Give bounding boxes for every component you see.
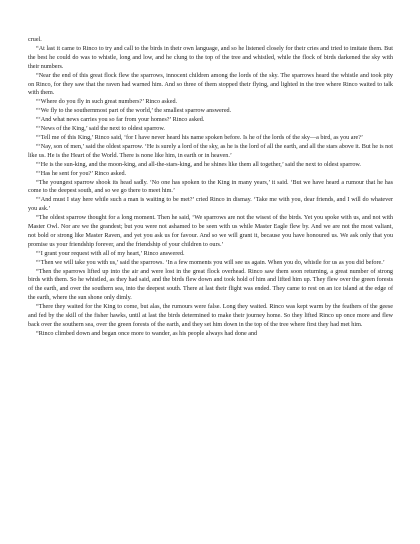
paragraph: “Then the sparrows lifted up into the air and were lost in the great flock overhead. Rinco saw them soon returning, a great number of strong birds with them. So he whistled, as they had said, and the birds flew down and took hold of him and lifted him up. They flew over the green forests of the earth, and over the southern sea, into the deepest south. There at last their flight was ended. They came to rest on an ice island at the edge of the earth, where the sun shone only dimly. <box>28 268 393 302</box>
paragraph: “Near the end of this great flock flew the sparrows, innocent children among the lords of the sky. The sparrows heard the whistle and took pity on Rinco, for they saw that the raven had warned him. And so three of them stopped their flying, and lighted in the tree where Rinco waited to talk with them. <box>28 72 393 97</box>
paragraph: “‘News of the King,’ said the next to oldest sparrow. <box>36 126 165 133</box>
paragraph: “‘We fly to the southernmost part of the world,’ the smallest sparrow answered. <box>36 108 232 115</box>
paragraph: “Rinco climbed down and began once more to wander, as his people always had done and <box>36 330 258 337</box>
paragraph: “‘He is the sun-king, and the moon-king, and all-the-stars-king, and he shines like them all together,’ said the next to oldest sparrow. <box>36 161 361 168</box>
paragraph: “‘Tell me of this King,’ Rinco said, ‘for I have never heard his name spoken before. Is he of the lords of the sky—a bird, as you are?’ <box>36 134 364 141</box>
paragraph: “‘Nay, son of men,’ said the oldest sparrow. ‘He is surely a lord of the sky, as he is the lord of all the earth, and all the stars above it. But he is not like us. He is the Heart of the World. There is none like him, in earth or in heaven.’ <box>28 143 393 159</box>
paragraph: cruel. <box>28 37 42 43</box>
paragraph: “‘Then we will take you with us,’ said the sparrows. ‘In a few moments you will see us again. When you do, whistle for us as you did before.’ <box>36 259 385 266</box>
paragraph: “‘I grant your request with all of my heart,’ Rinco answered. <box>36 250 185 257</box>
book-page <box>28 36 393 339</box>
paragraph: “The youngest sparrow shook its head sadly. ‘No one has spoken to the King in many years,’ it said. ‘But we have heard a rumour that he has come to the deepest south, and so we go there to meet him.’ <box>28 179 393 195</box>
paragraph: “‘Where do you fly in such great numbers?’ Rinco asked. <box>36 99 178 106</box>
paragraph: “At last it came to Rinco to try and call to the birds in their own language, and so he listened closely for their cries and tried to imitate them. But the best he could do was to whistle, long and low, and he clung to the top of the tree and whistled, while the flock of birds darkened the sky with their numbers. <box>28 45 393 70</box>
paragraph: “‘Has he sent for you?’ Rinco asked. <box>36 170 127 177</box>
paragraph: “‘And must I stay here while such a man is waiting to be met?’ cried Rinco in dismay. ‘Take me with you, dear friends, and I will do whatever you ask.’ <box>28 197 393 213</box>
paragraph: “The oldest sparrow thought for a long moment. Then he said, ‘We sparrows are not the wisest of the birds. Yet you spoke with us, and not with Master Owl. Nor are we the grandest; but you were not ashamed to be seen with us while Master Eagle flew by. And we are not the most valiant, not bold or strong like Master Raven, and yet you ask us for favour. And so we will grant it, because you have honoured us. We ask only that you promise us your friendship forever, and the friendship of your children to ours.’ <box>28 215 393 248</box>
paragraph: “There they waited for the King to come, but alas, the rumours were false. Long they waited. Rinco was kept warm by the feathers of the geese and fed by the skill of the fisher hawks, until at last the birds determined to make their journey home. So they lifted Rinco up once more and flew back over the southern sea, over the green forests of the earth, and they set him down in the top of the tree where first they had met him. <box>28 304 393 328</box>
paragraph: “‘And what news carries you so far from your homes?’ Rinco asked. <box>36 117 205 124</box>
